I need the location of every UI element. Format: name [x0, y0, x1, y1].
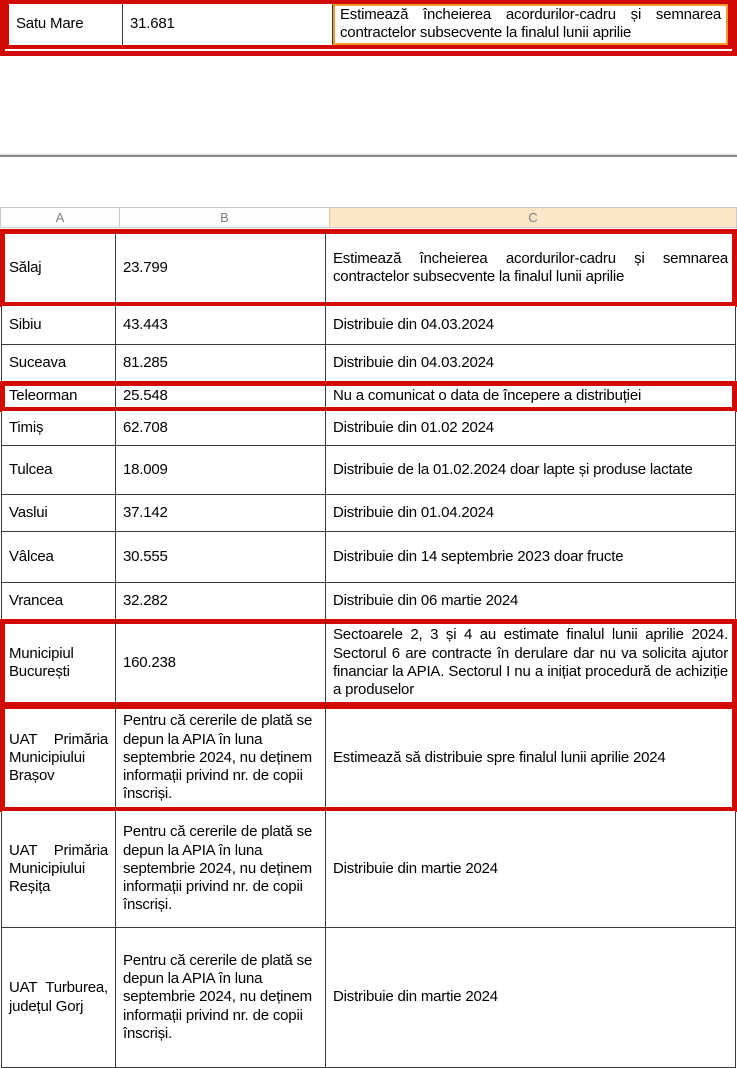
county-name: UAT Primăria Municipiului Brașov — [9, 730, 108, 785]
cell-c[interactable] — [326, 706, 735, 810]
cell-c[interactable] — [326, 583, 735, 620]
cell-c[interactable] — [326, 532, 735, 582]
status-text: Distribuie din 06 martie 2024 — [333, 592, 519, 610]
status-text: Distribuie din 04.03.2024 — [333, 354, 494, 372]
count-value: 62.708 — [123, 418, 168, 436]
status-text: Distribuie de la 01.02.2024 doar lapte și produse lactate — [333, 460, 693, 478]
status-text: Distribuie din martie 2024 — [333, 988, 498, 1006]
column-header-c-selected[interactable] — [329, 208, 737, 227]
county-name: Satu Mare — [16, 15, 84, 33]
table-row — [5, 0, 732, 49]
table-row — [2, 306, 735, 345]
table-row — [2, 621, 735, 706]
table-row — [2, 230, 735, 306]
cell-b[interactable] — [116, 532, 326, 582]
table-row — [2, 411, 735, 446]
cell-a[interactable] — [2, 532, 116, 582]
count-value: 18.009 — [123, 460, 168, 478]
cell-b[interactable] — [116, 706, 326, 810]
table-row — [2, 446, 735, 495]
note-text: Pentru că cererile de plată se depun la APIA în luna septembrie 2024, nu deținem informații privind nr. de copii înscriși. — [123, 951, 313, 1042]
column-letter: A — [55, 210, 65, 225]
cell-a[interactable] — [2, 621, 116, 705]
cell-a[interactable] — [9, 4, 123, 45]
status-text: Estimează încheierea acordurilor-cadru și semnarea contractelor subsecvente la finalul lunii aprilie — [333, 249, 728, 285]
county-name: Suceava — [9, 354, 66, 372]
cell-a[interactable] — [2, 446, 116, 494]
table-row — [2, 495, 735, 532]
cell-b[interactable] — [116, 928, 326, 1067]
count-value: 160.238 — [123, 653, 176, 671]
count-value: 37.142 — [123, 503, 168, 521]
status-text: Nu a comunicat o data de începere a distribuției — [333, 387, 642, 405]
table-row — [2, 532, 735, 583]
status-text: Distribuie din martie 2024 — [333, 859, 498, 877]
count-value: 81.285 — [123, 354, 168, 372]
county-name: Sibiu — [9, 315, 42, 333]
cell-a[interactable] — [2, 345, 116, 382]
status-text: Distribuie din 01.04.2024 — [333, 503, 494, 521]
table-row — [2, 383, 735, 411]
table-row — [2, 583, 735, 621]
cell-c[interactable] — [326, 383, 735, 410]
cell-c[interactable] — [326, 446, 735, 494]
cell-b[interactable] — [116, 446, 326, 494]
table-row — [2, 928, 735, 1068]
cell-c-accented[interactable] — [333, 4, 728, 45]
cell-a[interactable] — [2, 928, 116, 1067]
cell-b[interactable] — [116, 583, 326, 620]
cell-b[interactable] — [116, 383, 326, 410]
note-text: Pentru că cererile de plată se depun la APIA în luna septembrie 2024, nu deținem informații privind nr. de copii înscriși. — [123, 823, 313, 914]
cell-c[interactable] — [326, 411, 735, 445]
column-header-a[interactable] — [0, 208, 119, 227]
cell-a[interactable] — [2, 706, 116, 810]
cell-a[interactable] — [2, 231, 116, 305]
table-row — [2, 706, 735, 811]
status-text: Estimează să distribuie spre finalul lunii aprilie 2024 — [333, 748, 666, 766]
status-text: Distribuie din 14 septembrie 2023 doar fructe — [333, 547, 624, 565]
status-text: Estimează încheierea acordurilor-cadru și semnarea contractelor subsecvente la finalul lunii aprilie — [340, 6, 721, 42]
county-name: UAT Turburea, județul Gorj — [9, 979, 108, 1015]
county-name: Vâlcea — [9, 547, 54, 565]
cell-c[interactable] — [326, 811, 735, 927]
cell-b[interactable] — [116, 411, 326, 445]
county-name: Tulcea — [9, 460, 53, 478]
cell-a[interactable] — [2, 306, 116, 344]
column-letter: B — [220, 210, 229, 225]
note-text: Pentru că cererile de plată se depun la APIA în luna septembrie 2024, nu deținem informații privind nr. de copii înscriși. — [123, 712, 313, 803]
county-name: UAT Primăria Municipiului Reșița — [9, 841, 108, 896]
cell-c[interactable] — [326, 231, 735, 305]
county-name: Teleorman — [9, 387, 78, 405]
table-row — [2, 345, 735, 383]
data-table — [1, 230, 736, 1068]
cell-b[interactable] — [116, 231, 326, 305]
count-value: 23.799 — [123, 258, 168, 276]
column-letter: C — [528, 210, 538, 225]
status-text: Distribuie din 04.03.2024 — [333, 315, 494, 333]
count-value: 31.681 — [130, 15, 175, 33]
cell-a[interactable] — [2, 411, 116, 445]
county-name: Vrancea — [9, 592, 63, 610]
cell-c[interactable] — [326, 345, 735, 382]
section-divider — [0, 155, 737, 157]
cell-b[interactable] — [116, 621, 326, 705]
cell-c[interactable] — [326, 621, 735, 705]
cell-b[interactable] — [116, 495, 326, 531]
count-value: 43.443 — [123, 315, 168, 333]
cell-b[interactable] — [116, 345, 326, 382]
cell-c[interactable] — [326, 495, 735, 531]
table-row — [2, 811, 735, 928]
cell-b[interactable] — [116, 306, 326, 344]
count-value: 30.555 — [123, 547, 168, 565]
cell-a[interactable] — [2, 811, 116, 927]
column-header-b[interactable] — [119, 208, 329, 227]
county-name: Vaslui — [9, 503, 48, 521]
cell-b[interactable] — [116, 811, 326, 927]
county-name: Sălaj — [9, 258, 42, 276]
status-text: Distribuie din 01.02 2024 — [333, 418, 494, 436]
county-name: Municipiul București — [9, 644, 74, 680]
cell-c[interactable] — [326, 306, 735, 344]
cell-a[interactable] — [2, 583, 116, 620]
column-header-row — [0, 207, 737, 228]
status-text: Sectoarele 2, 3 și 4 au estimate finalul lunii aprilie 2024. Sectorul 6 are contracte în derulare dar nu va solicita ajutor financiar la APIA. Sectorul I nu a inițiat procedură de achiziție a produselor — [333, 626, 728, 699]
county-name: Timiș — [9, 418, 44, 436]
count-value: 25.548 — [123, 387, 168, 405]
top-table-fragment — [0, 0, 737, 56]
cell-a[interactable] — [2, 495, 116, 531]
count-value: 32.282 — [123, 592, 168, 610]
cell-b[interactable] — [123, 4, 333, 45]
cell-c[interactable] — [326, 928, 735, 1067]
cell-a[interactable] — [2, 383, 116, 410]
